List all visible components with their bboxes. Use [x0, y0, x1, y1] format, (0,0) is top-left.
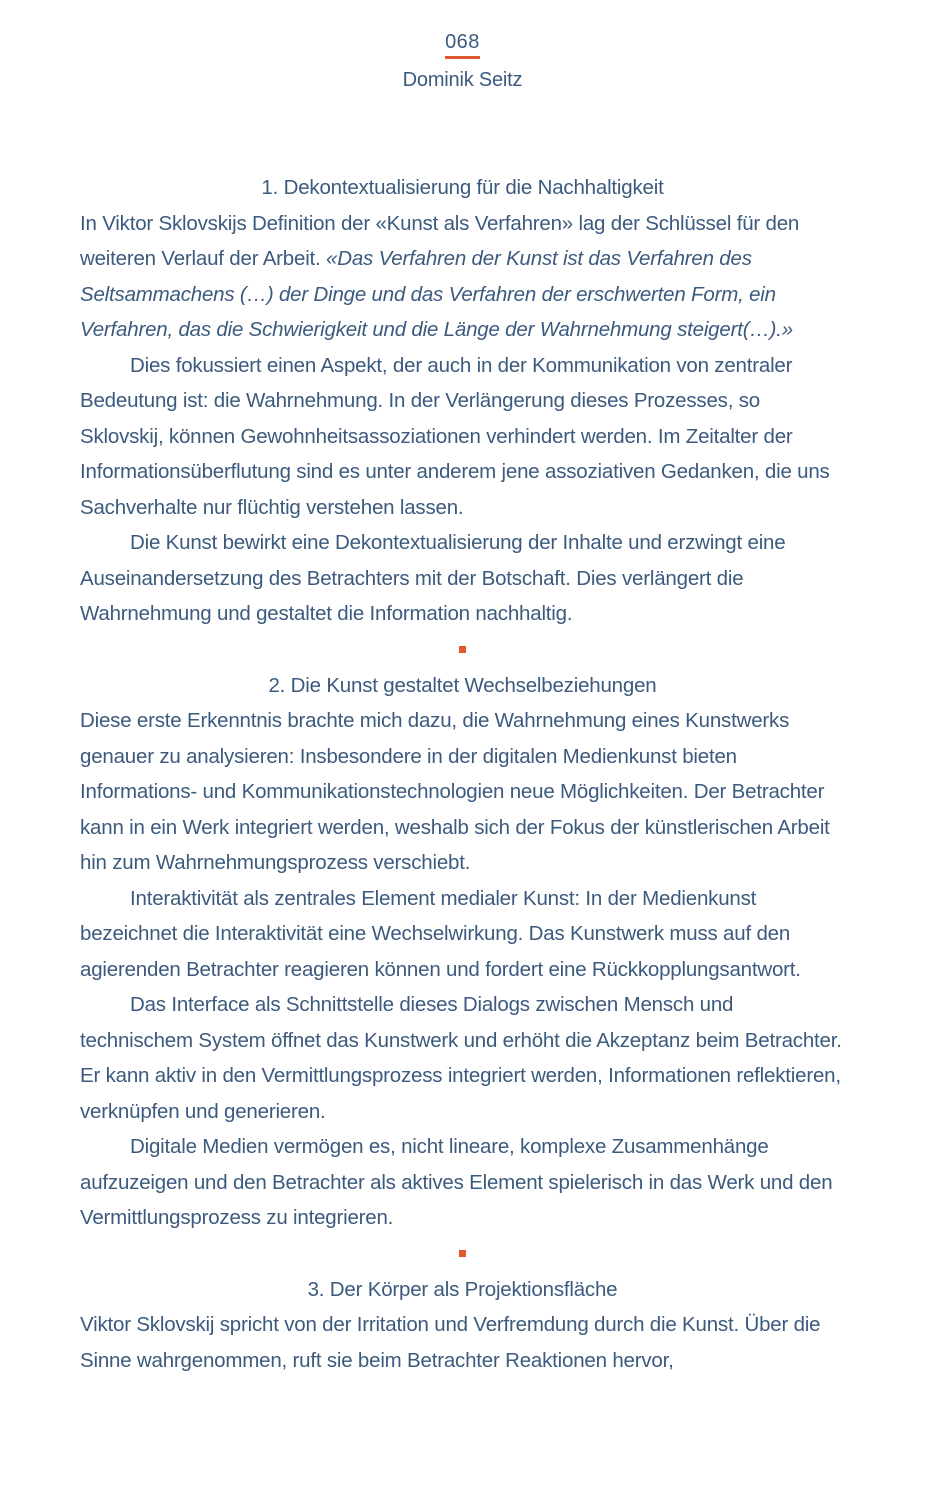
paragraph	[80, 703, 845, 881]
section-heading: 2. Die Kunst gestaltet Wechselbeziehungen	[268, 673, 657, 697]
body-text: Dies fokussiert einen Aspekt, der auch in der Kommunikation von zentraler Bedeutung ist: die Wahrnehmung. In der Verlängerung dieses Prozesses, so Sklovskij, können Gewohnheitsassoziationen verhindert werden. Im Zeitalter der Informationsüberflutung sind es unter anderem jene assoziativen Gedanken, die uns Sachverhalte nur flüchtig verstehen lassen.	[80, 353, 830, 519]
body-text: Viktor Sklovskij spricht von der Irritation und Verfremdung durch die Kunst. Über die Sinne wahrgenommen, ruft sie beim Betrachter Reaktionen hervor,	[80, 1313, 821, 1372]
body-text: Diese erste Erkenntnis brachte mich dazu, die Wahrnehmung eines Kunstwerks genauer zu analysieren: Insbesondere in der digitalen Medienkunst bieten Informations- und Kommunikationstechnologien neue Möglichkeiten. Der Betrachter kann in ein Werk integriert werden, weshalb sich der Fokus der künstlerischen Arbeit hin zum Wahrnehmungsprozess verschiebt.	[80, 709, 830, 874]
body-text: Die Kunst bewirkt eine Dekontextualisierung der Inhalte und erzwingt eine Auseinandersetzung des Betrachters mit der Botschaft. Dies verlängert die Wahrnehmung und gestaltet die Information nachhaltig.	[80, 531, 786, 625]
paragraph	[80, 881, 845, 988]
paragraph	[80, 206, 845, 348]
section	[80, 170, 845, 632]
quote-text: «Das Verfahren der Kunst ist das Verfahren des Seltsammachens (…) der Dinge und das Verfahren der erschwerten Form, ein Verfahren, das die Schwierigkeit und die Länge der Wahrnehmung steigert(…).»	[80, 247, 793, 341]
body-text: Das Interface als Schnittstelle dieses Dialogs zwischen Mensch und technischem System öffnet das Kunstwerk und erhöht die Akzeptanz beim Betrachter. Er kann aktiv in den Vermittlungsprozess integriert werden, Informationen reflektieren, verknüpfen und generieren.	[80, 993, 842, 1123]
body-text: In Viktor Sklovskijs Definition der «Kunst als Verfahren» lag der Schlüssel für den weiteren Verlauf der Arbeit.	[80, 211, 800, 270]
page-header	[80, 30, 845, 92]
section-separator	[80, 1236, 845, 1272]
sections	[80, 170, 845, 1378]
page-number: 068	[445, 30, 480, 59]
paragraph	[80, 987, 845, 1129]
section-separator	[80, 632, 845, 668]
section	[80, 668, 845, 1236]
paragraph	[80, 1129, 845, 1236]
paragraph	[80, 1307, 845, 1378]
page-author: Dominik Seitz	[402, 69, 523, 91]
separator-square-icon	[459, 646, 466, 653]
separator-square-icon	[459, 1250, 466, 1257]
paragraph	[80, 348, 845, 526]
section-heading: 1. Dekontextualisierung für die Nachhaltigkeit	[261, 176, 664, 199]
section	[80, 1272, 845, 1379]
paragraph	[80, 525, 845, 632]
section-heading: 3. Der Körper als Projektionsfläche	[307, 1277, 618, 1301]
body-text: Interaktivität als zentrales Element medialer Kunst: In der Medienkunst bezeichnet die Interaktivität eine Wechselwirkung. Das Kunstwerk muss auf den agierenden Betrachter reagieren können und fordert eine Rückkopplungsantwort.	[80, 886, 801, 981]
body-text: Digitale Medien vermögen es, nicht lineare, komplexe Zusammenhänge aufzuzeigen und den Betrachter als aktives Element spielerisch in das Werk und den Vermittlungsprozess zu integrieren.	[80, 1135, 833, 1229]
